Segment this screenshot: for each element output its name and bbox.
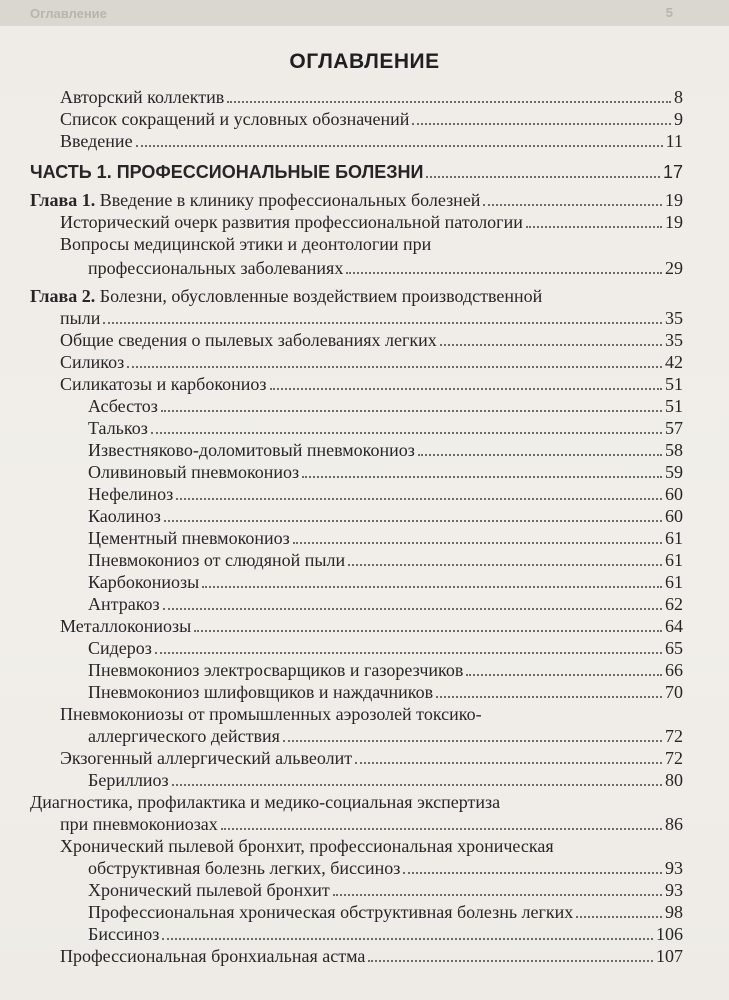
dot-leader — [355, 762, 662, 764]
toc-entry-title: Введение в клинику профессиональных болезней — [95, 190, 481, 210]
toc-entry-title: Авторский коллектив — [60, 87, 225, 107]
toc-entry[interactable] — [88, 417, 683, 439]
toc-entry-title: Силикатозы и карбокониоз — [60, 374, 267, 394]
toc-entry-title: Общие сведения о пылевых заболеваниях легких — [60, 330, 437, 350]
toc-entry-page: 60 — [665, 484, 683, 504]
running-header-title: Оглавление — [30, 6, 107, 21]
toc-entry[interactable] — [60, 945, 683, 967]
toc-entry-page: 42 — [665, 352, 683, 372]
toc-entry-title: профессиональных заболеваниях — [88, 258, 344, 278]
toc-entry-page: 35 — [665, 308, 683, 328]
toc-entry-title: Пневмокониоз от слюдяной пыли — [88, 550, 346, 570]
toc-entry[interactable] — [88, 923, 683, 945]
dot-leader — [283, 740, 662, 742]
toc-entry[interactable] — [88, 857, 683, 879]
toc-entry-title: Исторический очерк развития профессиональной патологии — [60, 212, 523, 232]
toc-entry-page: 58 — [665, 440, 683, 460]
dot-leader — [368, 960, 653, 962]
dot-leader — [163, 608, 662, 610]
toc-entry-page: 61 — [665, 528, 683, 548]
dot-leader — [194, 630, 662, 632]
toc-entry-title: Карбокониозы — [88, 572, 200, 592]
toc-entry-page: 107 — [656, 946, 683, 966]
toc-entry-title: при пневмокониозах — [60, 814, 218, 834]
toc-entry-line: Болезни, обусловленные воздействием производственной — [95, 286, 543, 306]
toc-entry-title: Оливиновый пневмокониоз — [88, 462, 300, 482]
toc-entry[interactable] — [88, 461, 683, 483]
toc-entry-page: 17 — [662, 162, 683, 182]
toc-entry-page: 86 — [665, 814, 683, 834]
dot-leader — [202, 586, 662, 588]
toc-entry-title: Каолиноз — [88, 506, 161, 526]
toc-entry[interactable] — [88, 681, 683, 703]
toc-entry-title: Пневмокониоз электросварщиков и газорезчиков — [88, 660, 464, 680]
toc-chapter-entry[interactable] — [60, 307, 683, 329]
toc-entry-title: Профессиональная хроническая обструктивная болезнь легких — [88, 902, 574, 922]
toc-entry[interactable] — [88, 395, 683, 417]
toc-entry-page: 64 — [665, 616, 683, 636]
toc-entry[interactable] — [60, 130, 683, 152]
toc-entry-page: 98 — [665, 902, 683, 922]
dot-leader — [403, 872, 662, 874]
dot-leader — [466, 674, 662, 676]
toc-entry-title: Профессиональная бронхиальная астма — [60, 946, 366, 966]
toc-entry-title: пыли — [60, 308, 101, 328]
toc-entry[interactable] — [88, 527, 683, 549]
toc-part-entry[interactable] — [30, 161, 683, 183]
toc-entry-title: Список сокращений и условных обозначений — [60, 109, 410, 129]
toc-entry-page: 35 — [665, 330, 683, 350]
toc-entry-title: Антракоз — [88, 594, 160, 614]
toc-entry-title: Нефелиноз — [88, 484, 174, 504]
toc-entry[interactable] — [88, 505, 683, 527]
toc-entry-line: Диагностика, профилактика и медико-социальная экспертиза — [30, 792, 501, 812]
toc-entry-title: Введение — [60, 131, 133, 151]
dot-leader — [161, 410, 662, 412]
toc-entry[interactable] — [88, 439, 683, 461]
chapter-label: Глава 2. — [30, 286, 96, 306]
toc-entry-title: Талькоз — [88, 418, 148, 438]
dot-leader — [164, 520, 662, 522]
toc-entry-title: Известняково-доломитовый пневмокониоз — [88, 440, 415, 460]
toc-entry-page: 19 — [665, 190, 683, 210]
toc-entry[interactable] — [88, 901, 683, 923]
dot-leader — [176, 498, 662, 500]
dot-leader — [426, 176, 660, 178]
dot-leader — [221, 828, 662, 830]
toc-entry[interactable] — [60, 351, 683, 373]
toc-entry-line: Вопросы медицинской этики и деонтологии при — [60, 234, 432, 254]
toc-entry-page: 61 — [665, 550, 683, 570]
toc-entry-page: 93 — [665, 880, 683, 900]
dot-leader — [576, 916, 662, 918]
toc-entry-title: Цементный пневмокониоз — [88, 528, 290, 548]
toc-entry-page: 9 — [674, 109, 683, 129]
toc-entry[interactable] — [88, 725, 683, 747]
toc-entry-title: Пневмокониоз шлифовщиков и наждачников — [88, 682, 434, 702]
dot-leader — [155, 652, 662, 654]
toc-entry[interactable] — [88, 659, 683, 681]
dot-leader — [418, 454, 662, 456]
dot-leader — [436, 696, 662, 698]
dot-leader — [412, 123, 671, 125]
toc-entry-title: Сидероз — [88, 638, 152, 658]
dot-leader — [151, 432, 662, 434]
toc-entry-title: Силикоз — [60, 352, 125, 372]
running-header — [0, 0, 729, 26]
toc-entry-page: 80 — [665, 770, 683, 790]
chapter-label: Глава 1. — [30, 190, 96, 210]
toc-entry-page: 62 — [665, 594, 683, 614]
toc-entry-page: 66 — [665, 660, 683, 680]
toc-entry-title: Бериллиоз — [88, 770, 169, 790]
dot-leader — [127, 366, 662, 368]
toc-entry[interactable] — [88, 549, 683, 571]
dot-leader — [103, 322, 662, 324]
toc-entry[interactable] — [88, 593, 683, 615]
toc-entry-page: 72 — [665, 726, 683, 746]
toc-entry-line: Пневмокониозы от промышленных аэрозолей токсико- — [60, 704, 482, 724]
toc-entry-page: 61 — [665, 572, 683, 592]
toc-entry-page: 19 — [665, 212, 683, 232]
running-header-page-number: 5 — [665, 5, 673, 20]
dot-leader — [483, 204, 662, 206]
toc-entry[interactable] — [60, 329, 683, 351]
toc-entry-title: Металлокониозы — [60, 616, 192, 636]
toc-part-title: ЧАСТЬ 1. ПРОФЕССИОНАЛЬНЫЕ БОЛЕЗНИ — [30, 162, 424, 182]
toc-entry-page: 72 — [665, 748, 683, 768]
toc-entry-page: 8 — [674, 87, 683, 107]
toc-entry-title: обструктивная болезнь легких, биссиноз — [88, 858, 401, 878]
toc-entry-page: 65 — [665, 638, 683, 658]
toc-entry-page: 29 — [665, 258, 683, 278]
dot-leader — [162, 938, 653, 940]
dot-leader — [346, 272, 662, 274]
dot-leader — [172, 784, 662, 786]
toc-entry[interactable] — [88, 257, 683, 279]
toc-entry[interactable] — [60, 211, 683, 233]
toc-entry[interactable] — [60, 813, 683, 835]
toc-entry[interactable] — [60, 747, 683, 769]
page-title: ОГЛАВЛЕНИЕ — [289, 50, 440, 73]
dot-leader — [440, 344, 662, 346]
toc-entry-page: 51 — [665, 396, 683, 416]
toc-entry[interactable] — [88, 637, 683, 659]
toc-entry-page: 70 — [665, 682, 683, 702]
toc-entry[interactable] — [60, 615, 683, 637]
dot-leader — [270, 388, 662, 390]
toc-entry-page: 60 — [665, 506, 683, 526]
dot-leader — [293, 542, 662, 544]
toc-entry-page: 59 — [665, 462, 683, 482]
toc-entry[interactable] — [88, 769, 683, 791]
dot-leader — [302, 476, 662, 478]
dot-leader — [348, 564, 662, 566]
toc-entry[interactable] — [88, 571, 683, 593]
toc-entry-title: аллергического действия — [88, 726, 280, 746]
toc-entry-page: 57 — [665, 418, 683, 438]
toc-entry[interactable] — [88, 879, 683, 901]
toc-chapter-line — [30, 285, 542, 307]
dot-leader — [227, 101, 671, 103]
toc-entry-line: Хронический пылевой бронхит, профессиональная хроническая — [60, 836, 554, 856]
toc-entry-title: Хронический пылевой бронхит — [88, 880, 330, 900]
toc-entry-page: 11 — [665, 131, 683, 151]
toc-entry-page: 93 — [665, 858, 683, 878]
toc-entry-title: Экзогенный аллергический альвеолит — [60, 748, 353, 768]
toc-entry-title: Биссиноз — [88, 924, 160, 944]
toc-entry-page: 51 — [665, 374, 683, 394]
dot-leader — [333, 894, 662, 896]
toc-entry[interactable] — [88, 483, 683, 505]
dot-leader — [136, 145, 663, 147]
toc-entry[interactable] — [60, 108, 683, 130]
dot-leader — [526, 226, 662, 228]
toc-entry-title: Асбестоз — [88, 396, 158, 416]
toc-entry-page: 106 — [656, 924, 683, 944]
toc-entry[interactable] — [60, 373, 683, 395]
toc-entry[interactable] — [60, 86, 683, 108]
toc-chapter-entry[interactable] — [30, 189, 683, 211]
